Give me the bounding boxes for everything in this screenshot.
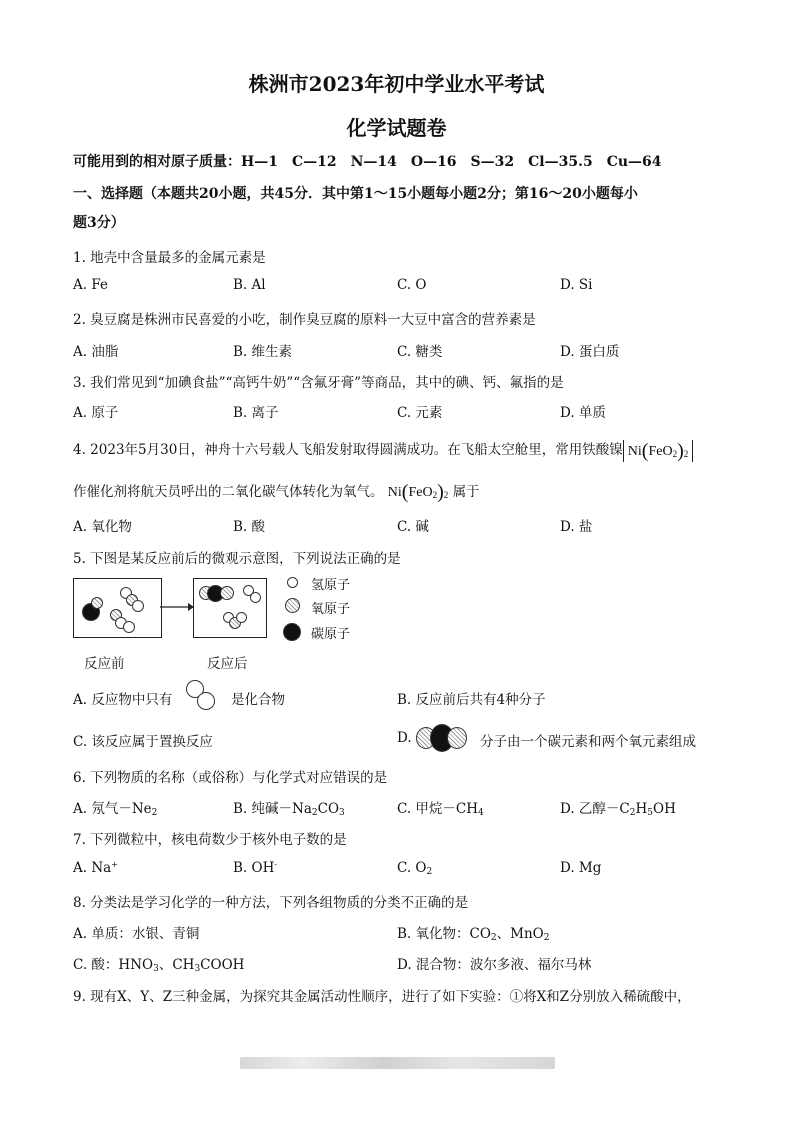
- reaction-arrow-icon: [160, 600, 194, 614]
- q1-option-a[interactable]: A. Fe: [73, 277, 108, 293]
- before-reaction-box: [73, 578, 162, 638]
- hydrogen-atom: [123, 621, 135, 633]
- q2-stem: 2. 臭豆腐是株洲市民喜爱的小吃，制作臭豆腐的原料一大豆中富含的营养素是: [73, 312, 536, 328]
- hydrogen-atom: [250, 592, 261, 603]
- q8-c-sub2: 3: [194, 964, 201, 974]
- q7-option-b[interactable]: [233, 860, 277, 876]
- exam-title: 株洲市2023年初中学业水平考试: [248, 72, 545, 96]
- q8-option-c[interactable]: [73, 953, 244, 974]
- q3-option-a[interactable]: A. 原子: [73, 405, 119, 421]
- q5-option-d[interactable]: D.: [397, 730, 412, 746]
- q6-option-c[interactable]: [397, 797, 484, 818]
- oxygen-atom: [91, 597, 103, 609]
- q7-a-text: A. Na: [73, 860, 112, 876]
- feo-subscript-inline: 2: [432, 490, 438, 500]
- legend-carbon-label: 碳原子: [311, 627, 351, 642]
- exam-subtitle: 化学试题卷: [346, 116, 447, 140]
- ni-symbol-inline: Ni: [387, 485, 402, 500]
- q1-option-b[interactable]: B. Al: [233, 277, 266, 293]
- q5-option-a-text: A. 反应物中只有: [73, 692, 173, 708]
- q8-option-a[interactable]: A. 单质：水银、青铜: [73, 926, 200, 942]
- q7-c-sub: 2: [426, 867, 433, 877]
- q6-c-text: C. 甲烷－CH: [397, 801, 479, 817]
- h2-molecule-icon: [183, 678, 219, 714]
- q8-b-text: B. 氧化物：CO: [397, 926, 491, 942]
- hydrogen-atom: [197, 692, 215, 710]
- q6-option-b[interactable]: [233, 797, 345, 818]
- oxygen-atom: [220, 586, 234, 600]
- q8-stem: 8. 分类法是学习化学的一种方法，下列各组物质的分类不正确的是: [73, 895, 469, 911]
- q4-option-d[interactable]: D. 盐: [560, 519, 593, 535]
- q8-b-mid: 、MnO: [496, 926, 544, 942]
- q5-option-d-text: 分子由一个碳元素和两个氧元素组成: [480, 734, 696, 750]
- q4-stem-text: 4. 2023年5月30日，神舟十六号载人飞船发射取得圆满成功。在飞船太空舱里，常用铁酸镍: [73, 442, 623, 458]
- q3-option-d[interactable]: D. 单质: [560, 405, 606, 421]
- section-heading-line2: 题3分）: [73, 215, 125, 231]
- ni-symbol: Ni: [627, 443, 642, 459]
- q6-c-sub: 4: [478, 808, 484, 818]
- q6-d-sub1: 2: [629, 808, 636, 818]
- q1-option-d[interactable]: D. Si: [560, 277, 593, 293]
- q2-option-a[interactable]: A. 油脂: [73, 344, 119, 360]
- q3-option-c[interactable]: C. 元素: [397, 405, 443, 421]
- q6-stem: 6. 下列物质的名称（或俗称）与化学式对应错误的是: [73, 770, 388, 786]
- q6-a-text: A. 氖气－Ne: [73, 801, 152, 817]
- q1-stem: 1. 地壳中含量最多的金属元素是: [73, 250, 266, 266]
- legend-hydrogen-icon: [287, 577, 298, 588]
- q8-c-mid: 、CH: [158, 957, 195, 973]
- q6-d-text: D. 乙醇－C: [560, 801, 630, 817]
- q7-option-c[interactable]: [397, 860, 432, 877]
- q4-formula-nickel-ferrite: $Ni(FeO_2)_2$: [623, 440, 693, 462]
- legend-oxygen-icon: [285, 598, 300, 613]
- q2-option-d[interactable]: D. 蛋白质: [560, 344, 620, 360]
- q1-option-c[interactable]: C. O: [397, 277, 427, 293]
- q6-b-sub2: 3: [339, 808, 345, 818]
- q2-option-b[interactable]: B. 维生素: [233, 344, 293, 360]
- feo-subscript: 2: [672, 448, 678, 459]
- q4-option-a[interactable]: A. 氧化物: [73, 519, 132, 535]
- q6-b-sub1: 2: [311, 808, 318, 818]
- q7-b-text: B. OH: [233, 860, 275, 876]
- feo-group: FeO: [648, 443, 673, 459]
- co2-molecule-icon: [416, 724, 468, 750]
- after-label: 反应后: [207, 656, 248, 672]
- q7-b-sup: -: [274, 860, 278, 869]
- q8-b-sub2: 2: [543, 933, 550, 943]
- q5-option-b[interactable]: B. 反应前后共有4种分子: [397, 692, 546, 708]
- q6-d-end: OH: [653, 801, 676, 817]
- q5-option-a[interactable]: [73, 688, 172, 708]
- q7-c-text: C. O: [397, 860, 427, 876]
- blurred-footer-watermark: [240, 1057, 555, 1069]
- q3-option-b[interactable]: B. 离子: [233, 405, 279, 421]
- oxygen-atom: [447, 727, 467, 749]
- q6-d-mid: H: [635, 801, 648, 817]
- q8-option-b[interactable]: [397, 922, 549, 943]
- q5-stem: 5. 下图是某反应前后的微观示意图，下列说法正确的是: [73, 551, 401, 567]
- hydrogen-atom: [236, 612, 247, 623]
- q7-option-d[interactable]: D. Mg: [560, 860, 602, 876]
- q8-b-sub1: 2: [490, 933, 497, 943]
- legend-hydrogen-label: 氢原子: [311, 578, 351, 593]
- group-subscript: 2: [683, 448, 689, 459]
- section-heading-line1: 一、选择题（本题共20小题，共45分．其中第1～15小题每小题2分；第16～20小题每小: [73, 186, 638, 202]
- q4-option-c[interactable]: C. 碱: [397, 519, 429, 535]
- q4-inline-formula: $Ni(FeO_2)_2$: [387, 481, 449, 503]
- legend-oxygen-label: 氧原子: [311, 602, 351, 617]
- q7-option-a[interactable]: [73, 860, 118, 876]
- group-subscript-inline: 2: [443, 490, 449, 500]
- q2-option-c[interactable]: C. 糖类: [397, 344, 443, 360]
- q4-stem-line1: [73, 438, 693, 462]
- q3-stem: 3. 我们常见到“加碘食盐”“高钙牛奶”“含氟牙膏”等商品，其中的碘、钙、氟指的是: [73, 375, 564, 391]
- q8-option-d[interactable]: D. 混合物：波尔多液、福尔马林: [397, 957, 592, 973]
- q4-stem2-text: 作催化剂将航天员呼出的二氧化碳气体转化为氧气。: [73, 484, 384, 500]
- q4-stem2-end: 属于: [452, 484, 480, 500]
- q8-c-sub1: 3: [153, 964, 159, 974]
- q6-b-text: B. 纯碱－Na: [233, 801, 312, 817]
- before-label: 反应前: [84, 656, 125, 672]
- after-reaction-box: [193, 578, 267, 638]
- q6-d-sub2: 5: [647, 808, 654, 818]
- legend-carbon-icon: [283, 623, 301, 641]
- q5-option-c[interactable]: C. 该反应属于置换反应: [73, 734, 213, 750]
- q9-stem: 9. 现有X、Y、Z三种金属，为探究其金属活动性顺序，进行了如下实验：①将X和Z分别放入稀硫酸中，: [73, 989, 691, 1005]
- q4-option-b[interactable]: B. 酸: [233, 519, 266, 535]
- q6-a-sub: 2: [151, 808, 158, 818]
- q6-option-d[interactable]: [560, 797, 676, 818]
- hydrogen-atom: [132, 600, 144, 612]
- q4-stem-line2: [73, 480, 480, 504]
- q8-c-text: C. 酸：HNO: [73, 957, 154, 973]
- q8-c-end: COOH: [200, 957, 245, 973]
- q6-option-a[interactable]: [73, 797, 157, 818]
- q7-a-sup: +: [111, 860, 118, 869]
- feo-group-inline: FeO: [408, 485, 433, 500]
- q5-option-a-end: 是化合物: [231, 692, 285, 708]
- q6-b-mid: CO: [317, 801, 340, 817]
- q7-stem: 7. 下列微粒中，核电荷数少于核外电子数的是: [73, 832, 347, 848]
- atomic-mass-line: 可能用到的相对原子质量：H—1 C—12 N—14 O—16 S—32 Cl—35.5 Cu—64: [73, 154, 662, 170]
